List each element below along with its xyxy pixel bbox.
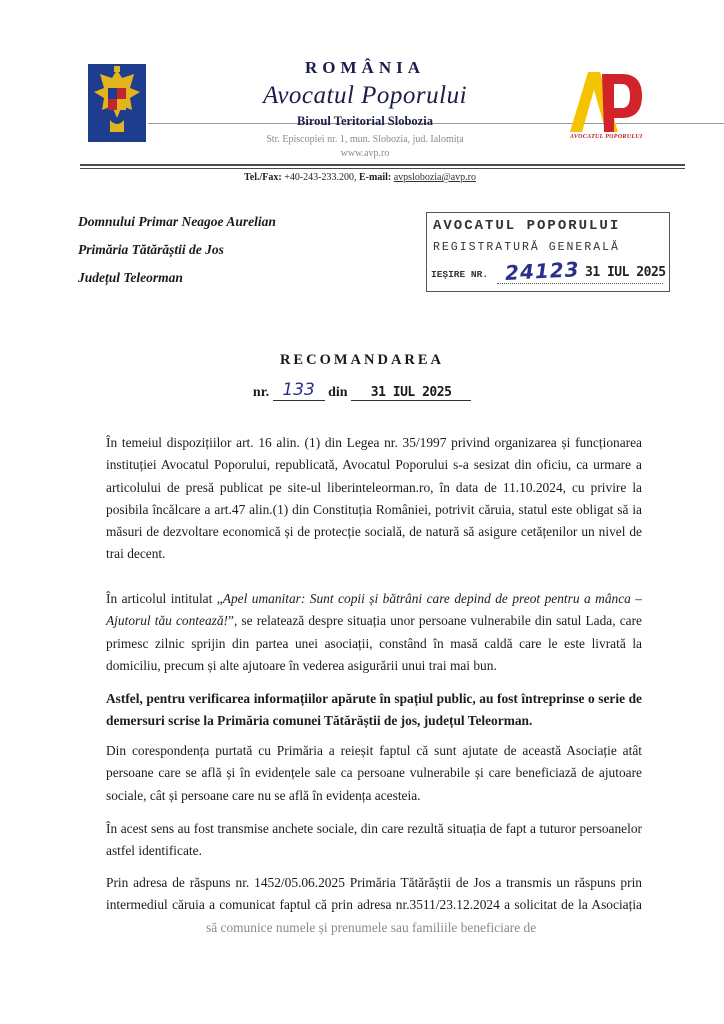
paragraph-1-text: În temeiul dispozițiilor art. 16 alin. (1) din Legea nr. 35/1997 privind organizarea și funcționarea instituției Avocatul Poporului, republicată, Avocatul Poporului s-a sesizat din oficiu, ca urmare a articolului de presă publicat pe site-ul liberinteleorman.ro, în data de 11.10.2024, cu privire la posibila încălcare a art.47 alin.(1) din Constituția României, potrivit căruia, statul este obligat să ia măsuri de dezvoltare economică și de protecție socială, de natură să asigure cetățenilor un nivel de trai decent.	[106, 435, 642, 562]
paragraph-2-suffix: ”, se relatează despre situația unor persoane vulnerabile din satul Lada, care primesc zilnic sprijin din partea unei asociații, constând în masă caldă care le este livrată la domiciliu, precum și alte ajutoare în vederea asigurării unui trai mai bun.	[106, 613, 642, 673]
date-value: 31 IUL 2025	[351, 385, 471, 401]
document-number-line	[0, 380, 724, 401]
addressee-name: Domnului Primar Neagoe Aurelian	[78, 214, 276, 229]
nr-label: nr.	[252, 385, 270, 400]
stamp-subtitle: REGISTRATURĂ GENERALĂ	[433, 241, 620, 254]
date-label: din	[328, 385, 348, 400]
tel-value: +40-243-233.200,	[284, 172, 357, 183]
header-office: Biroul Teritorial Slobozia	[297, 114, 433, 128]
paragraph-4: Din corespondența purtată cu Primăria a reieșit faptul că sunt ajutate de această Asociație atât persoane care se află și în evidențele sale ca persoane vulnerabile și care beneficiază de ajutoare sociale, cât și persoane care nu se află în evidența acesteia.	[106, 743, 642, 803]
paragraph-1	[106, 432, 642, 566]
paragraph-2	[106, 588, 642, 677]
header-website: www.avp.ro	[340, 148, 390, 159]
nr-value: 133	[273, 380, 325, 401]
paragraph-2-prefix: În articolul intitulat „	[106, 591, 223, 606]
logo-caption: AVOCATUL POPORULUI	[570, 134, 643, 140]
tel-label: Tel./Fax:	[244, 172, 282, 183]
stamp-date: 31 IUL 2025	[585, 265, 666, 280]
header-institution: Avocatul Poporului	[262, 82, 468, 109]
stamp-exit-label: IEȘIRE NR.	[431, 269, 489, 280]
contact-line	[150, 172, 570, 183]
addressee-institution: Primăria Tătărăștii de Jos	[78, 242, 224, 257]
header-country: ROMÂNIA	[305, 58, 425, 77]
addressee-county: Județul Teleorman	[78, 270, 183, 285]
header-address: Str. Episcopiei nr. 1, mun. Slobozia, jud. Ialomița	[266, 134, 464, 145]
email-label: E-mail:	[359, 172, 392, 183]
document-title: RECOMANDAREA	[279, 352, 445, 368]
article-title: Apel umanitar: Sunt copii și bătrâni care depind de preot pentru a mânca – Ajutorul tău contează!	[106, 591, 643, 629]
paragraph-5: În acest sens au fost transmise anchete sociale, din care rezultă situația de fapt a tuturor persoanelor astfel identificate.	[106, 821, 642, 859]
email-link[interactable]: avpslobozia@avp.ro	[393, 172, 476, 183]
stamp-title: AVOCATUL POPORULUI	[433, 218, 621, 234]
stamp-number: 24123	[504, 257, 581, 285]
paragraph-6	[106, 872, 642, 939]
stamp-underline	[497, 283, 663, 284]
header-rule	[80, 164, 685, 166]
coat-of-arms-icon	[86, 62, 148, 144]
registry-stamp	[426, 212, 670, 292]
header-rule-secondary	[80, 168, 685, 169]
paragraph-6-text: Prin adresa de răspuns nr. 1452/05.06.2025 Primăria Tătărăștii de Jos a transmis un răspuns prin intermediul căruia a comunicat faptul că prin adresa nr.3511/23.12.2024 a solicitat de la Asociația	[106, 875, 642, 913]
paragraph-6-continuation: să comunice numele și prenumele sau familiile beneficiare de	[206, 919, 537, 935]
paragraph-3: Astfel, pentru verificarea informațiilor apărute în spațiul public, au fost întreprinse o serie de demersuri scrise la Primăria comunei Tătărăștii de jos, județul Teleorman.	[106, 691, 642, 729]
